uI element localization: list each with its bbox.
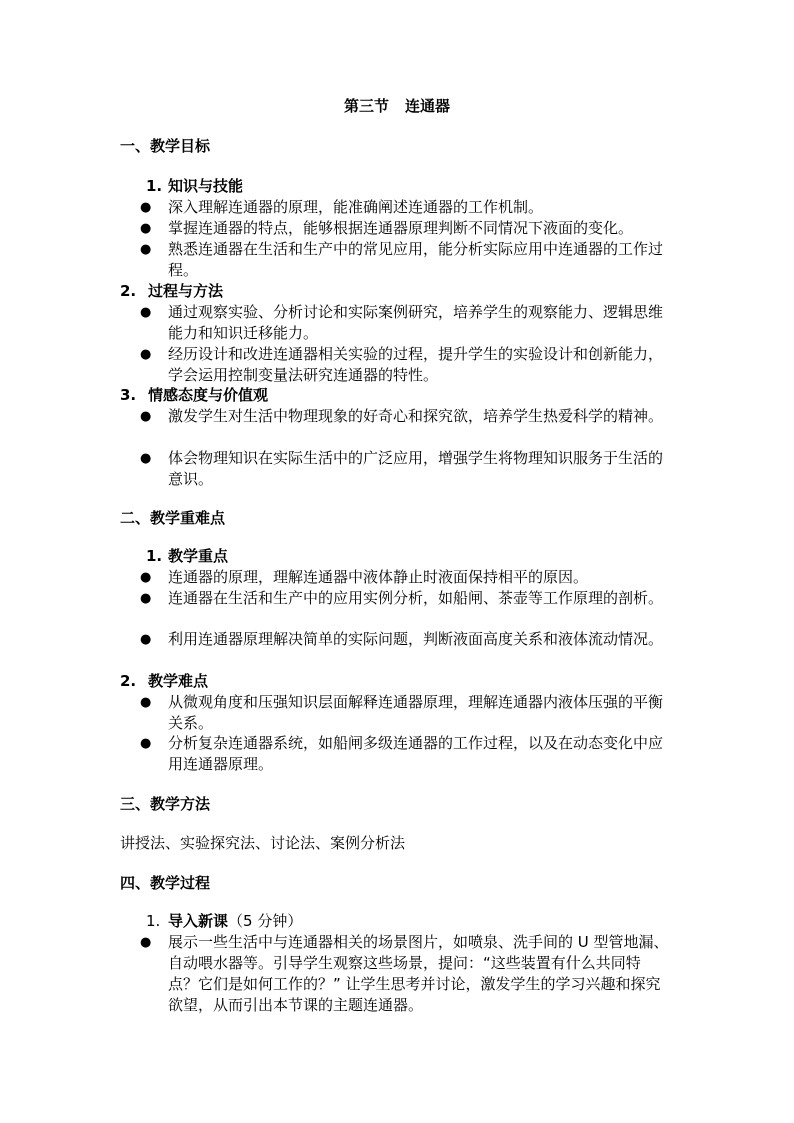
list-item — [140, 932, 670, 1016]
list-item-text: 连通器的原理，理解连通器中液体静止时液面保持相平的原因。 — [168, 568, 589, 586]
bullet-icon: ● — [140, 200, 152, 215]
list-item-text: 通过观察实验、分析讨论和实际案例研究，培养学生的观察能力、逻辑思维能力和知识迁移能力。 — [168, 303, 664, 342]
subheading-label: 教学重点 — [168, 547, 229, 565]
bullet-icon: ● — [140, 242, 152, 257]
subheading-label: 教学难点 — [148, 672, 209, 690]
list-item-text: 掌握连通器的特点，能够根据连通器原理判断不同情况下液面的变化。 — [168, 219, 634, 237]
subheading-number: 2. — [120, 282, 137, 300]
list-item-text: 分析复杂连通器系统，如船闸多级连通器的工作过程，以及在动态变化中应用连通器原理。 — [168, 734, 664, 773]
list-item-text: 深入理解连通器的原理，能准确阐述连通器的工作机制。 — [168, 198, 544, 216]
bullet-icon: ● — [140, 591, 152, 606]
section-heading-key-points: 二、教学重难点 — [120, 509, 226, 527]
subheading-label: 过程与方法 — [148, 282, 224, 300]
list-item — [140, 733, 670, 775]
title-section-number: 第三节 — [343, 97, 389, 115]
bullet-icon: ● — [140, 632, 152, 647]
subheading-difficulties — [120, 671, 208, 692]
title-topic: 连通器 — [405, 97, 451, 115]
list-item — [140, 197, 670, 218]
list-item — [140, 588, 670, 609]
page-title — [0, 96, 794, 117]
subheading-key-points — [146, 546, 228, 567]
subheading-label: 情感态度与价值观 — [148, 386, 269, 404]
bullet-icon: ● — [140, 451, 152, 466]
subheading-note: （5 分钟） — [228, 912, 303, 930]
list-item-text: 熟悉连通器在生活和生产中的常见应用，能分析实际应用中连通器的工作过程。 — [168, 240, 664, 279]
list-item — [140, 239, 670, 281]
list-item — [140, 629, 670, 650]
list-item-text: 激发学生对生活中物理现象的好奇心和探究欲，培养学生热爱科学的精神。 — [168, 407, 664, 425]
list-item-text: 经历设计和改进连通器相关实验的过程，提升学生的实验设计和创新能力，学会运用控制变量法研究连通器的特性。 — [168, 345, 664, 384]
list-item-text: 体会物理知识在实际生活中的广泛应用，增强学生将物理知识服务于生活的意识。 — [168, 449, 664, 488]
subheading-number: 1. — [146, 177, 163, 195]
bullet-icon: ● — [140, 409, 152, 424]
subheading-knowledge-skills — [146, 176, 243, 197]
list-item — [140, 302, 670, 344]
subheading-number: 3. — [120, 386, 137, 404]
subheading-label: 导入新课 — [168, 912, 229, 930]
subheading-process-methods — [120, 281, 223, 302]
subheading-number: 2. — [120, 672, 137, 690]
list-item — [140, 692, 670, 734]
list-item-text: 连通器在生活和生产中的应用实例分析，如船闸、茶壶等工作原理的剖析。 — [168, 589, 664, 607]
list-item — [140, 448, 670, 490]
subheading-number: 1. — [146, 547, 163, 565]
subheading-number: 1. — [146, 912, 161, 930]
list-item-text: 展示一些生活中与连通器相关的场景图片，如喷泉、洗手间的 U 型管地漏、自动喂水器等。引导学生观察这些场景，提问：“这些装置有什么共同特点？它们是如何工作的？” 让学生思考并讨论，激发学生的学习兴趣和探究欲望，从而引出本节课的主题连通器。 — [168, 933, 669, 1014]
section-heading-methods: 三、教学方法 — [120, 795, 211, 813]
bullet-icon: ● — [140, 736, 152, 751]
list-item — [140, 344, 670, 386]
bullet-icon: ● — [140, 695, 152, 710]
section-heading-objectives: 一、教学目标 — [120, 137, 211, 155]
bullet-icon: ● — [140, 305, 152, 320]
section-heading-process: 四、教学过程 — [120, 874, 211, 892]
bullet-icon: ● — [140, 347, 152, 362]
list-item — [140, 567, 670, 588]
list-item-text: 从微观角度和压强知识层面解释连通器原理，理解连通器内液体压强的平衡关系。 — [168, 693, 664, 732]
subheading-attitudes-values — [120, 385, 268, 406]
subheading-label: 知识与技能 — [168, 177, 244, 195]
bullet-icon: ● — [140, 935, 152, 950]
bullet-icon: ● — [140, 570, 152, 585]
list-item — [140, 218, 670, 239]
bullet-icon: ● — [140, 221, 152, 236]
subheading-introduction — [146, 911, 302, 932]
list-item-text: 利用连通器原理解决简单的实际问题，判断液面高度关系和液体流动情况。 — [168, 630, 664, 648]
methods-text: 讲授法、实验探究法、讨论法、案例分析法 — [120, 834, 406, 852]
list-item — [140, 406, 670, 427]
